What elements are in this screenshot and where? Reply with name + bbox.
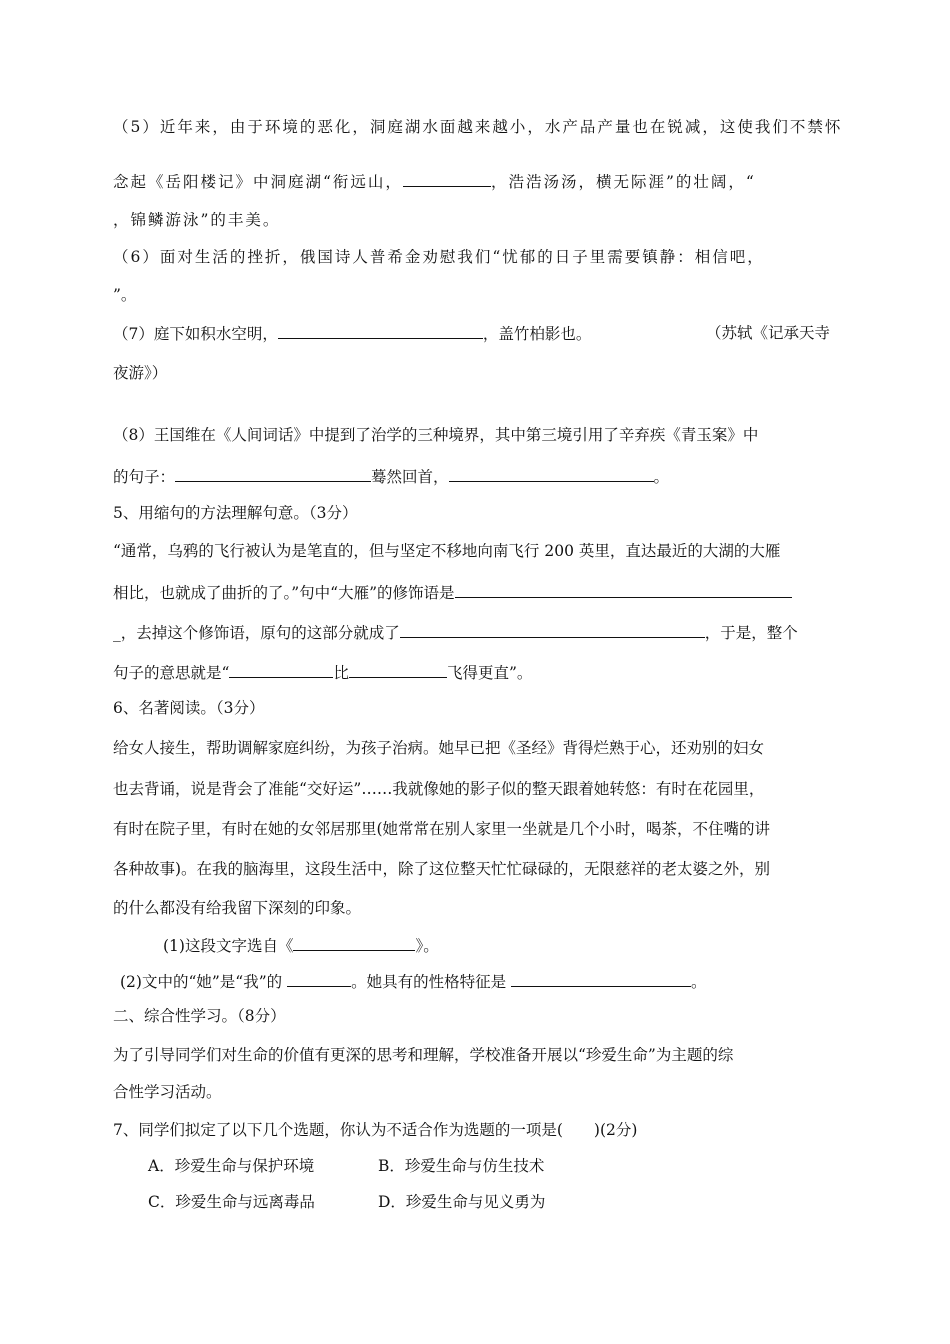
answer-blank[interactable] — [349, 662, 447, 678]
q6-passage-3: 有时在院子里，有时在她的女邻居那里(她常常在别人家里一坐就是几个小时，喝茶，不住嘴的讲 — [113, 820, 771, 838]
q5-line-4: 句子的意思就是“ 比 飞得更直”。 — [113, 664, 533, 682]
q4-6-line-1: （6）面对生活的挫折，俄国诗人普希金劝慰我们“忧郁的日子里需要镇静：相信吧， — [113, 248, 765, 266]
q4-5-line-2: 念起《岳阳楼记》中洞庭湖“衔远山， ，浩浩汤汤，横无际涯”的壮阔，“ — [113, 173, 756, 191]
q4-7-line-2: 夜游》） — [113, 364, 168, 382]
q4-5-line-1: （5）近年来，由于环境的恶化，洞庭湖水面越来越小，水产品产量也在锐减，这使我们不禁怀 — [113, 118, 843, 136]
answer-blank[interactable] — [449, 466, 654, 482]
q4-7-source: （苏轼《记承天寺 — [706, 324, 831, 342]
q6-passage-1: 给女人接生，帮助调解家庭纠纷，为孩子治病。她早已把《圣经》背得烂熟于心，还劝别的妇女 — [113, 739, 765, 757]
part2-title: 二、综合性学习。（8分） — [113, 1007, 286, 1025]
q6-sub-2: (2)文中的“她”是“我”的 。她具有的性格特征是 。 — [120, 973, 707, 991]
answer-blank[interactable] — [400, 622, 705, 638]
q6-passage-5: 的什么都没有给我留下深刻的印象。 — [113, 899, 362, 917]
answer-blank[interactable] — [511, 971, 691, 987]
q6-passage-4: 各种故事)。在我的脑海里，这段生活中，除了这位整天忙忙碌碌的，无限慈祥的老太婆之外，别 — [113, 860, 771, 878]
q5-title: 5、用缩句的方法理解句意。（3分） — [113, 504, 358, 522]
answer-blank[interactable] — [455, 582, 792, 598]
q6-passage-2: 也去背诵，说是背会了准能“交好运”……我就像她的影子似的整天跟着她转悠：有时在花园里， — [113, 780, 765, 798]
answer-blank[interactable] — [175, 466, 371, 482]
q7-option-c[interactable]: C．珍爱生命与远离毒品 — [148, 1193, 315, 1211]
q6-title: 6、名著阅读。（3分） — [113, 699, 265, 717]
q7-option-b[interactable]: B．珍爱生命与仿生技术 — [378, 1157, 545, 1175]
q5-line-3: _，去掉这个修饰语，原句的这部分就成了 ，于是，整个 — [113, 624, 798, 642]
answer-blank[interactable] — [229, 662, 333, 678]
q7-option-a[interactable]: A．珍爱生命与保护环境 — [148, 1157, 315, 1175]
q4-7-line-1: （7）庭下如积水空明， ，盖竹柏影也。 — [113, 325, 592, 343]
answer-blank[interactable] — [403, 171, 491, 187]
q7-title: 7、同学们拟定了以下几个选题，你认为不适合作为选题的一项是( )(2分) — [113, 1121, 638, 1139]
q4-8-line-1: （8）王国维在《人间词话》中提到了治学的三种境界，其中第三境引用了辛弃疾《青玉案》中 — [113, 426, 759, 444]
q7-option-d[interactable]: D．珍爱生命与见义勇为 — [378, 1193, 546, 1211]
q4-8-line-2: 的句子： 蓦然回首， 。 — [113, 468, 670, 486]
answer-blank[interactable] — [293, 935, 415, 951]
part2-intro-1: 为了引导同学们对生命的价值有更深的思考和理解，学校准备开展以“珍爱生命”为主题的综 — [113, 1046, 734, 1064]
answer-blank[interactable] — [278, 323, 483, 339]
q4-6-line-2: ”。 — [113, 286, 137, 304]
q5-line-1: “通常，乌鸦的飞行被认为是笔直的，但与坚定不移地向南飞行 200 英里，直达最近的大湖的大雁 — [113, 542, 781, 560]
q6-sub-1: (1)这段文字选自《 》。 — [163, 937, 439, 955]
part2-intro-2: 合性学习活动。 — [113, 1083, 222, 1101]
q5-line-2: 相比，也就成了曲折的了。”句中“大雁”的修饰语是 — [113, 582, 792, 603]
answer-blank[interactable] — [287, 971, 351, 987]
q4-5-line-3: ，锦鳞游泳”的丰美。 — [113, 211, 281, 229]
